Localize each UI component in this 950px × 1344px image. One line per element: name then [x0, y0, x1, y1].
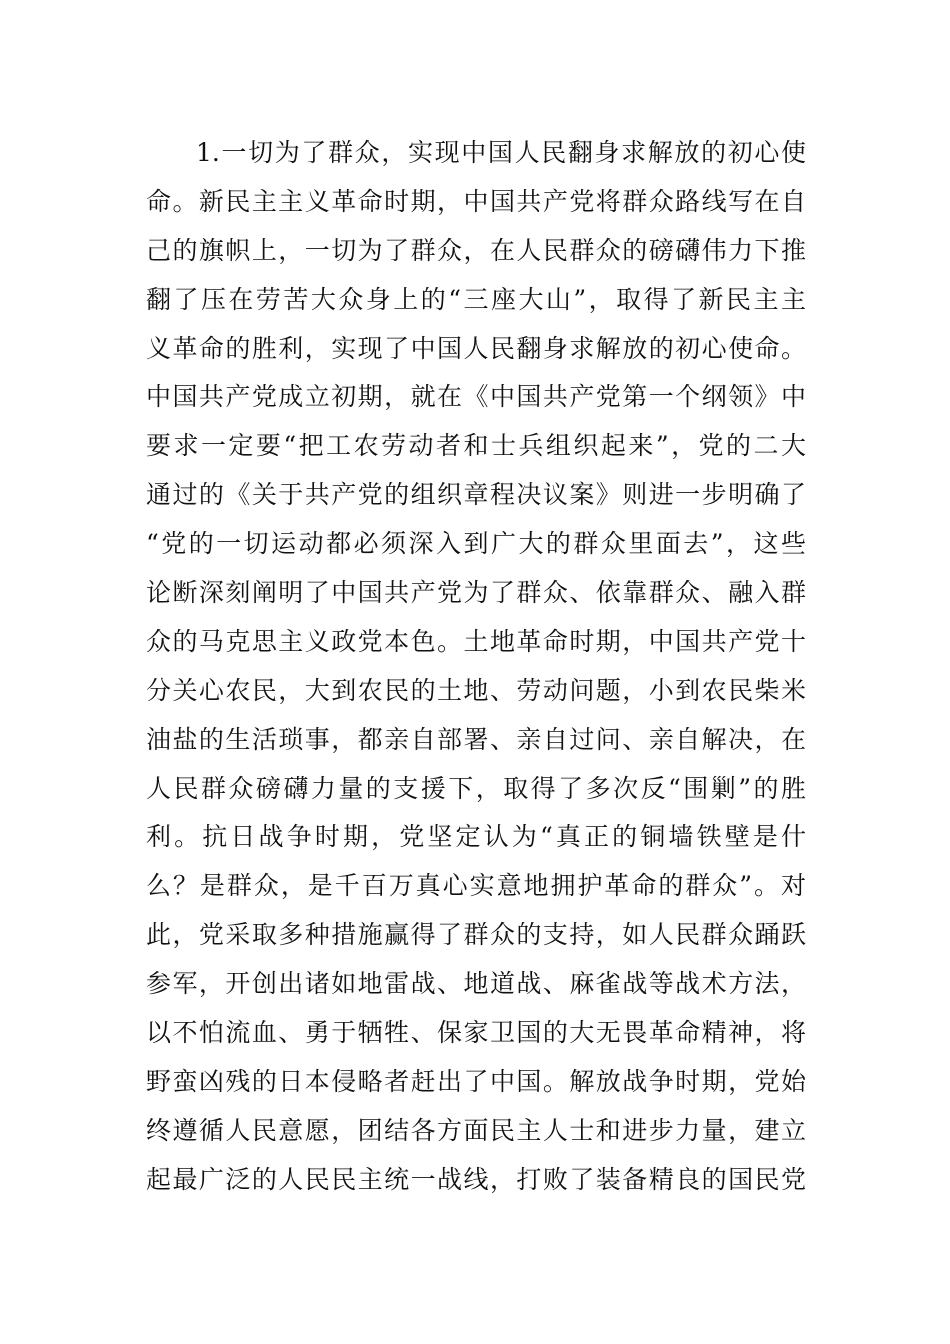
text-line: 命。新民主主义革命时期，中国共产党将群众路线写在自: [146, 186, 806, 216]
text-line: 终遵循人民意愿，团结各方面民主人士和进步力量，建立: [146, 1115, 806, 1145]
text-line: 么？是群众，是千百万真心实意地拥护革命的群众”。对: [146, 871, 806, 901]
text-line: 利。抗日战争时期，党坚定认为“真正的铜墙铁壁是什: [146, 822, 806, 852]
text-line: “党的一切运动都必须深入到广大的群众里面去”，这些: [146, 529, 806, 559]
text-line: 己的旗帜上，一切为了群众，在人民群众的磅礴伟力下推: [146, 235, 806, 265]
text-line: 起最广泛的人民民主统一战线，打败了装备精良的国民党: [146, 1164, 806, 1194]
text-line: 人民群众磅礴力量的支援下，取得了多次反“围剿”的胜: [146, 773, 806, 803]
text-line: 1.一切为了群众，实现中国人民翻身求解放的初心使: [196, 138, 806, 167]
text-line: 众的马克思主义政党本色。土地革命时期，中国共产党十: [146, 626, 806, 656]
text-line: 分关心农民，大到农民的土地、劳动问题，小到农民柴米: [146, 675, 806, 705]
body-paragraph: [146, 129, 806, 1205]
text-line: 要求一定要“把工农劳动者和士兵组织起来”，党的二大: [146, 431, 806, 461]
text-line: 以不怕流血、勇于牺牲、保家卫国的大无畏革命精神，将: [146, 1018, 806, 1048]
text-line: 野蛮凶残的日本侵略者赶出了中国。解放战争时期，党始: [146, 1066, 806, 1096]
text-line: 义革命的胜利，实现了中国人民翻身求解放的初心使命。: [146, 333, 806, 363]
text-line: 翻了压在劳苦大众身上的“三座大山”，取得了新民主主: [146, 284, 806, 314]
text-line: 此，党采取多种措施赢得了群众的支持，如人民群众踊跃: [146, 920, 806, 950]
text-line: 油盐的生活琐事，都亲自部署、亲自过问、亲自解决，在: [146, 724, 806, 754]
text-line: 论断深刻阐明了中国共产党为了群众、依靠群众、融入群: [146, 578, 806, 608]
text-line: 通过的《关于共产党的组织章程决议案》则进一步明确了: [146, 480, 806, 510]
text-line: 参军，开创出诸如地雷战、地道战、麻雀战等战术方法，: [146, 969, 806, 999]
text-line: 中国共产党成立初期，就在《中国共产党第一个纲领》中: [146, 382, 806, 412]
